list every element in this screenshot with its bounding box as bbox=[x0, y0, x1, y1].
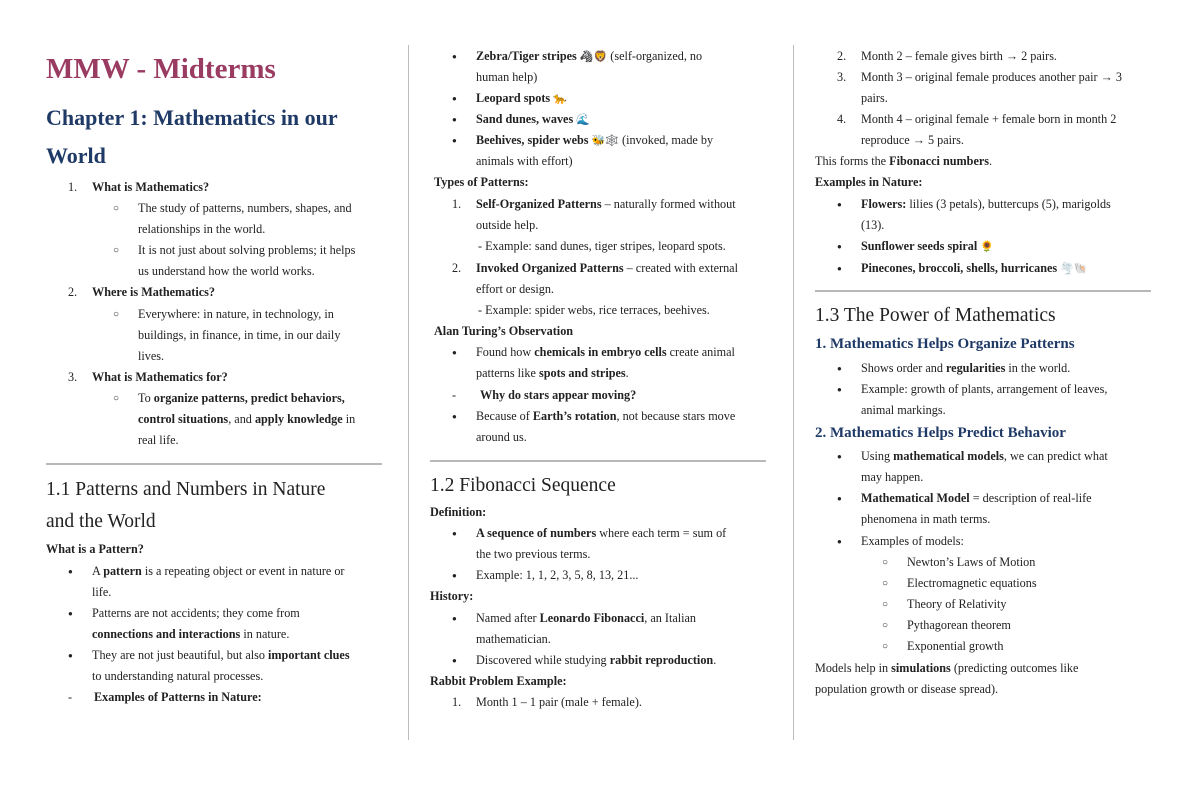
list-number: 2. bbox=[837, 49, 847, 63]
text-run: , not because stars move bbox=[616, 409, 736, 423]
list-item-cont: (13). bbox=[861, 218, 885, 232]
list-item: Month 2 – female gives birth → 2 pairs. bbox=[861, 49, 1057, 63]
text-run: (predicting outcomes like bbox=[950, 661, 1079, 675]
text-bold: Beehives, spider webs bbox=[476, 133, 589, 147]
list-item: ● Example: 1, 1, 2, 3, 5, 8, 13, 21... bbox=[476, 565, 638, 586]
text-bold: Leonardo Fibonacci bbox=[539, 611, 645, 625]
list-item bbox=[476, 130, 713, 151]
leopard-icon: 🐆 bbox=[553, 92, 567, 105]
text-run: Named after bbox=[476, 611, 540, 625]
text-run: Shows order and bbox=[861, 361, 946, 375]
text-run: Discovered while studying bbox=[476, 653, 610, 667]
sub-heading: Alan Turing’s Observation bbox=[434, 324, 574, 338]
list-item: Month 4 – original female + female born in month 2 bbox=[861, 112, 1117, 126]
list-item-cont: lives. bbox=[138, 349, 165, 363]
list-item-cont: animal markings. bbox=[861, 403, 946, 417]
list-dash: - bbox=[452, 388, 457, 402]
list-item-cont: animals with effort) bbox=[476, 154, 573, 168]
list-number: 2. bbox=[452, 261, 462, 275]
sub-heading: Examples of Patterns in Nature: bbox=[94, 690, 262, 704]
text-bold: chemicals in embryo cells bbox=[534, 345, 667, 359]
text-bold: control situations bbox=[138, 412, 229, 426]
model-item: ○ Electromagnetic equations bbox=[907, 573, 1037, 594]
list-dash: - bbox=[68, 690, 73, 704]
sub-heading: Rabbit Problem Example: bbox=[430, 674, 567, 688]
text-run: , and bbox=[228, 412, 255, 426]
text-run: = description of real-life bbox=[969, 491, 1092, 505]
text-bold: rabbit reproduction bbox=[609, 653, 714, 667]
list-item bbox=[476, 258, 738, 279]
text-run: patterns like bbox=[476, 366, 539, 380]
list-item-cont bbox=[138, 409, 355, 430]
list-item bbox=[476, 650, 716, 671]
list-item-cont: to understanding natural processes. bbox=[92, 669, 264, 683]
paragraph bbox=[815, 658, 1078, 679]
text-run: in nature. bbox=[240, 627, 290, 641]
list-item-cont: mathematician. bbox=[476, 632, 551, 646]
paragraph bbox=[815, 151, 992, 172]
model-item: ○ Newton’s Laws of Motion bbox=[907, 552, 1035, 573]
text-bold: Mathematical Model bbox=[861, 491, 970, 505]
text-bold: Fibonacci numbers bbox=[889, 154, 990, 168]
list-item bbox=[476, 109, 590, 130]
text-run: (self-organized, no bbox=[607, 49, 703, 63]
text-bold: Invoked Organized Patterns bbox=[476, 261, 624, 275]
list-item: ● Example: growth of plants, arrangement of leaves, bbox=[861, 379, 1107, 400]
text-bold: organize patterns, predict behaviors, bbox=[153, 391, 345, 405]
list-item: ○ Everywhere: in nature, in technology, in bbox=[138, 304, 334, 325]
column-divider-right bbox=[793, 45, 794, 740]
text-run: Found how bbox=[476, 345, 535, 359]
list-item-cont: buildings, in finance, in time, in our daily bbox=[138, 328, 341, 342]
text-run: Because of bbox=[476, 409, 533, 423]
model-item: ○ Pythagorean theorem bbox=[907, 615, 1011, 636]
question-heading: What is Mathematics? bbox=[92, 180, 210, 194]
bee-web-icon: 🐝🕸️ bbox=[591, 134, 619, 147]
text-run: where each term = sum of bbox=[596, 526, 727, 540]
list-item-cont: us understand how the world works. bbox=[138, 264, 315, 278]
text-bold: Sand dunes, waves bbox=[476, 112, 574, 126]
list-item bbox=[476, 406, 735, 427]
list-item bbox=[861, 236, 994, 257]
list-item-cont: around us. bbox=[476, 430, 527, 444]
sub-heading: Types of Patterns: bbox=[434, 175, 529, 189]
section-heading: 1.3 The Power of Mathematics bbox=[815, 305, 1056, 326]
list-item-cont: outside help. bbox=[476, 218, 539, 232]
text-bold: Zebra/Tiger stripes bbox=[476, 49, 577, 63]
list-item-cont: real life. bbox=[138, 433, 179, 447]
text-run: in bbox=[342, 412, 356, 426]
text-bold: important clues bbox=[268, 648, 350, 662]
list-number: 1. bbox=[452, 695, 462, 709]
list-item-cont bbox=[92, 624, 289, 645]
tornado-shell-icon: 🌪️🐚 bbox=[1060, 262, 1088, 275]
list-item: ● Patterns are not accidents; they come from bbox=[92, 603, 300, 624]
list-item-cont: relationships in the world. bbox=[138, 222, 266, 236]
example-line: - Example: sand dunes, tiger stripes, leopard spots. bbox=[478, 239, 726, 253]
section-divider bbox=[815, 290, 1151, 292]
text-bold: connections and interactions bbox=[92, 627, 241, 641]
text-bold: mathematical models bbox=[893, 449, 1004, 463]
list-item bbox=[476, 523, 726, 544]
list-item-cont: reproduce → 5 pairs. bbox=[861, 133, 964, 147]
list-number: 2. bbox=[68, 285, 78, 299]
paragraph-cont: population growth or disease spread). bbox=[815, 682, 999, 696]
text-bold: regularities bbox=[945, 361, 1006, 375]
list-item: ○ The study of patterns, numbers, shapes, and bbox=[138, 198, 352, 219]
list-item-cont bbox=[476, 363, 629, 384]
chapter-title: Chapter 1: Mathematics in our bbox=[46, 105, 338, 130]
text-run: – naturally formed without bbox=[601, 197, 736, 211]
list-item: Month 1 – 1 pair (male + female). bbox=[476, 695, 642, 709]
text-bold: apply knowledge bbox=[254, 412, 343, 426]
example-line: - Example: spider webs, rice terraces, beehives. bbox=[478, 303, 710, 317]
question-heading: What is Mathematics for? bbox=[92, 370, 228, 384]
list-item: ● Examples of models: bbox=[861, 531, 964, 552]
list-item bbox=[861, 194, 1111, 215]
list-item bbox=[476, 608, 696, 629]
text-bold: spots and stripes bbox=[538, 366, 626, 380]
question-heading: Where is Mathematics? bbox=[92, 285, 215, 299]
list-item bbox=[92, 645, 350, 666]
list-number: 3. bbox=[837, 70, 847, 84]
text-run: A bbox=[92, 564, 104, 578]
list-item: Month 3 – original female produces another pair → 3 bbox=[861, 70, 1122, 84]
sub-heading: History: bbox=[430, 589, 474, 603]
sub-heading: 2. Mathematics Helps Predict Behavior bbox=[815, 425, 1066, 441]
list-item-cont: may happen. bbox=[861, 470, 924, 484]
list-number: 3. bbox=[68, 370, 78, 384]
sub-heading: What is a Pattern? bbox=[46, 542, 144, 556]
list-item bbox=[476, 46, 702, 67]
list-item-cont: effort or design. bbox=[476, 282, 554, 296]
list-item: ○ It is not just about solving problems; it helps bbox=[138, 240, 355, 261]
list-item bbox=[861, 446, 1108, 467]
list-item-cont: human help) bbox=[476, 70, 538, 84]
list-item bbox=[861, 488, 1092, 509]
section-divider bbox=[430, 460, 766, 462]
text-run: They are not just beautiful, but also bbox=[92, 648, 268, 662]
text-bold: pattern bbox=[103, 564, 142, 578]
text-run: , we can predict what bbox=[1003, 449, 1108, 463]
list-item-cont: life. bbox=[92, 585, 112, 599]
sub-heading: Examples in Nature: bbox=[815, 175, 923, 189]
text-bold: simulations bbox=[891, 661, 951, 675]
section-heading-line2: and the World bbox=[46, 511, 156, 532]
model-item: ○ Exponential growth bbox=[907, 636, 1003, 657]
sub-heading: Definition: bbox=[430, 505, 487, 519]
list-item bbox=[138, 388, 345, 409]
page-title: MMW - Midterms bbox=[46, 53, 276, 85]
sub-heading: Why do stars appear moving? bbox=[480, 388, 637, 402]
text-run: To bbox=[138, 391, 154, 405]
text-bold: Self-Organized Patterns bbox=[476, 197, 602, 211]
wave-icon: 🌊 bbox=[576, 113, 590, 126]
text-bold: A sequence of numbers bbox=[476, 526, 597, 540]
list-item bbox=[476, 88, 567, 109]
list-item bbox=[861, 258, 1088, 279]
text-run: – created with external bbox=[623, 261, 738, 275]
text-run: in the world. bbox=[1005, 361, 1071, 375]
text-run: . bbox=[713, 653, 717, 667]
text-bold: Flowers: bbox=[861, 197, 907, 211]
list-item-cont: the two previous terms. bbox=[476, 547, 591, 561]
text-run: . bbox=[989, 154, 993, 168]
text-run: lilies (3 petals), buttercups (5), marigolds bbox=[906, 197, 1111, 211]
zebra-lion-icon: 🦓🦁 bbox=[579, 50, 608, 63]
text-bold: Sunflower seeds spiral bbox=[861, 239, 978, 253]
text-run: , an Italian bbox=[644, 611, 697, 625]
list-number: 1. bbox=[452, 197, 462, 211]
list-item bbox=[476, 342, 735, 363]
section-heading: 1.2 Fibonacci Sequence bbox=[430, 475, 616, 496]
column-divider-left bbox=[408, 45, 409, 740]
text-bold: Earth’s rotation bbox=[532, 409, 617, 423]
model-item: ○ Theory of Relativity bbox=[907, 594, 1007, 615]
text-run: is a repeating object or event in nature or bbox=[141, 564, 345, 578]
list-item bbox=[861, 358, 1070, 379]
list-item-cont: pairs. bbox=[861, 91, 888, 105]
text-run: create animal bbox=[666, 345, 735, 359]
text-run: . bbox=[625, 366, 629, 380]
text-run: This forms the bbox=[815, 154, 890, 168]
list-item-cont: phenomena in math terms. bbox=[861, 512, 991, 526]
text-run: (invoked, made by bbox=[618, 133, 714, 147]
text-run: Using bbox=[861, 449, 894, 463]
list-item bbox=[92, 561, 345, 582]
chapter-title-line2: World bbox=[46, 143, 106, 168]
list-number: 4. bbox=[837, 112, 847, 126]
section-heading: 1.1 Patterns and Numbers in Nature bbox=[46, 479, 326, 500]
list-item bbox=[476, 194, 736, 215]
sub-heading: 1. Mathematics Helps Organize Patterns bbox=[815, 336, 1075, 352]
list-number: 1. bbox=[68, 180, 78, 194]
text-bold: Pinecones, broccoli, shells, hurricanes bbox=[861, 261, 1058, 275]
section-divider bbox=[46, 463, 382, 465]
text-run: Models help in bbox=[815, 661, 892, 675]
text-bold: Leopard spots bbox=[476, 91, 551, 105]
sunflower-icon: 🌻 bbox=[980, 240, 994, 253]
